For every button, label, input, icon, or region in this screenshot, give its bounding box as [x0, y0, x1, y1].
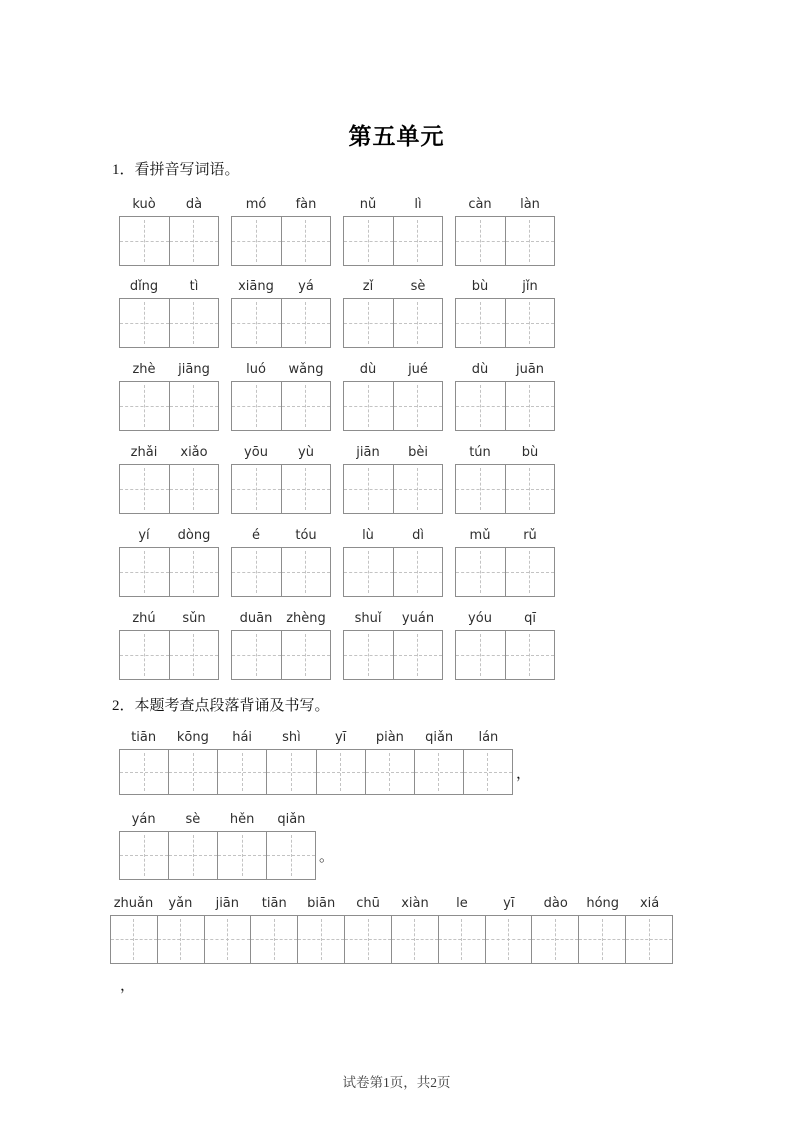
- writing-cell: [232, 548, 282, 596]
- pinyin-syllable: jiāng: [178, 362, 210, 377]
- pinyin-syllable: jué: [408, 362, 428, 377]
- writing-cell: [456, 631, 506, 679]
- pinyin-row: [455, 279, 555, 298]
- word-group: [343, 279, 443, 348]
- pinyin-syllable: dì: [412, 528, 424, 543]
- pinyin-syllable: dà: [185, 197, 203, 212]
- pinyin-row: [231, 611, 331, 630]
- writing-cell: [170, 631, 219, 679]
- writing-cell: [282, 299, 331, 347]
- writing-cell: [120, 382, 170, 430]
- writing-cell: [345, 916, 392, 963]
- pinyin-word-row: [119, 279, 555, 348]
- writing-cell: [169, 750, 218, 794]
- writing-cell: [267, 750, 316, 794]
- writing-cell: [120, 750, 169, 794]
- writing-cell: [506, 465, 555, 513]
- pinyin-syllable: dào: [543, 896, 568, 911]
- writing-cell: [120, 631, 170, 679]
- pinyin-syllable: sǔn: [182, 611, 206, 626]
- writing-cell: [506, 548, 555, 596]
- pinyin-syllable: xiàn: [401, 896, 429, 911]
- writing-cell: [282, 631, 331, 679]
- word-group: [231, 279, 331, 348]
- writing-cell: [218, 750, 267, 794]
- sentence-grid-line: [119, 812, 334, 880]
- pinyin-syllable: qiǎn: [277, 812, 306, 827]
- pinyin-syllable: zǐ: [362, 279, 374, 294]
- pinyin-row: [119, 730, 513, 749]
- pinyin-syllable: dǐng: [129, 279, 159, 294]
- writing-grid: [455, 381, 555, 431]
- pinyin-syllable: càn: [468, 197, 492, 212]
- pinyin-syllable: bù: [471, 279, 489, 294]
- pinyin-row: [119, 362, 219, 381]
- pinyin-syllable: wǎng: [288, 362, 324, 377]
- writing-cell: [344, 465, 394, 513]
- word-group: [119, 362, 219, 431]
- trailing-punctuation: ，: [516, 765, 532, 782]
- word-group: [119, 279, 219, 348]
- writing-grid: [119, 216, 219, 266]
- writing-cell: [344, 299, 394, 347]
- word-group: [343, 528, 443, 597]
- pinyin-row: [231, 279, 331, 298]
- writing-cell: [282, 217, 331, 265]
- word-group: [455, 445, 555, 514]
- writing-grid: [455, 464, 555, 514]
- sentence-grid-line: [119, 730, 531, 795]
- grid-wrap: [110, 915, 673, 964]
- word-group: [455, 528, 555, 597]
- sentence-grid-line: [110, 896, 673, 964]
- writing-cell: [317, 750, 366, 794]
- writing-grid: [119, 630, 219, 680]
- writing-cell: [456, 382, 506, 430]
- pinyin-syllable: bèi: [408, 445, 428, 460]
- word-group: [231, 445, 331, 514]
- pinyin-syllable: làn: [520, 197, 540, 212]
- pinyin-syllable: tiān: [131, 730, 157, 745]
- writing-cell: [456, 548, 506, 596]
- writing-cell: [158, 916, 205, 963]
- pinyin-row: [119, 445, 219, 464]
- pinyin-row: [343, 279, 443, 298]
- pinyin-syllable: shuǐ: [354, 611, 382, 626]
- page-title: 第五单元: [348, 124, 445, 149]
- pinyin-syllable: yī: [334, 730, 347, 745]
- writing-grid: [343, 298, 443, 348]
- trailing-punctuation: 。: [319, 849, 335, 865]
- pinyin-syllable: yuán: [401, 611, 435, 626]
- pinyin-row: [231, 445, 331, 464]
- writing-cell: [394, 548, 443, 596]
- pinyin-row: [455, 611, 555, 630]
- writing-cell: [486, 916, 533, 963]
- pinyin-syllable: zhèng: [286, 611, 326, 626]
- writing-cell: [394, 382, 443, 430]
- pinyin-row: [231, 362, 331, 381]
- word-group: [231, 362, 331, 431]
- pinyin-syllable: juān: [515, 362, 545, 377]
- writing-cell: [232, 217, 282, 265]
- pinyin-syllable: luó: [246, 362, 266, 377]
- pinyin-word-row: [119, 445, 555, 514]
- word-group: [119, 611, 219, 680]
- writing-grid: [231, 630, 331, 680]
- pinyin-row: [119, 812, 316, 831]
- pinyin-row: [343, 445, 443, 464]
- pinyin-row: [110, 896, 673, 915]
- pinyin-syllable: yī: [503, 896, 515, 911]
- grid-wrap: [119, 749, 531, 795]
- writing-cell: [232, 465, 282, 513]
- writing-cell: [251, 916, 298, 963]
- writing-cell: [344, 382, 394, 430]
- word-group: [343, 197, 443, 266]
- word-group: [231, 197, 331, 266]
- writing-cell: [298, 916, 345, 963]
- pinyin-syllable: tún: [469, 445, 491, 460]
- pinyin-syllable: dòng: [177, 528, 211, 543]
- pinyin-syllable: hóng: [586, 896, 620, 911]
- writing-cell: [282, 382, 331, 430]
- pinyin-syllable: xiá: [639, 896, 660, 911]
- writing-grid: [343, 216, 443, 266]
- pinyin-row: [231, 197, 331, 216]
- writing-grid: [455, 216, 555, 266]
- word-group: [343, 445, 443, 514]
- writing-grid: [231, 464, 331, 514]
- pinyin-row: [343, 362, 443, 381]
- writing-cell: [394, 631, 443, 679]
- writing-grid: [343, 381, 443, 431]
- pinyin-syllable: rǔ: [523, 528, 537, 543]
- pinyin-syllable: shì: [282, 730, 301, 745]
- word-group: [231, 528, 331, 597]
- pinyin-syllable: hái: [232, 730, 253, 745]
- writing-grid: [343, 464, 443, 514]
- pinyin-syllable: qiǎn: [425, 730, 454, 745]
- writing-grid: [119, 831, 316, 880]
- pinyin-syllable: kōng: [176, 730, 209, 745]
- writing-cell: [344, 217, 394, 265]
- pinyin-syllable: dù: [471, 362, 489, 377]
- pinyin-syllable: bù: [521, 445, 539, 460]
- word-group: [119, 445, 219, 514]
- writing-cell: [282, 548, 331, 596]
- pinyin-syllable: xiǎo: [180, 445, 208, 460]
- writing-grid: [343, 547, 443, 597]
- word-group: [343, 362, 443, 431]
- word-group: [119, 197, 219, 266]
- pinyin-syllable: mǔ: [469, 528, 491, 543]
- pinyin-syllable: biān: [307, 896, 336, 911]
- pinyin-row: [455, 197, 555, 216]
- writing-cell: [205, 916, 252, 963]
- pinyin-syllable: yù: [298, 445, 314, 460]
- writing-cell: [394, 465, 443, 513]
- pinyin-syllable: sè: [410, 279, 426, 294]
- pinyin-syllable: duān: [239, 611, 273, 626]
- writing-cell: [626, 916, 672, 963]
- writing-cell: [282, 465, 331, 513]
- pinyin-row: [343, 197, 443, 216]
- writing-cell: [267, 832, 315, 879]
- writing-cell: [170, 548, 219, 596]
- writing-grid: [119, 464, 219, 514]
- writing-grid: [119, 381, 219, 431]
- pinyin-syllable: yá: [298, 279, 314, 294]
- pinyin-syllable: jiān: [215, 896, 240, 911]
- writing-cell: [456, 465, 506, 513]
- writing-cell: [120, 217, 170, 265]
- pinyin-syllable: zhè: [132, 362, 156, 377]
- writing-cell: [366, 750, 415, 794]
- pinyin-row: [119, 279, 219, 298]
- pinyin-word-row: [119, 362, 555, 431]
- writing-grid: [343, 630, 443, 680]
- writing-cell: [120, 832, 169, 879]
- pinyin-row: [119, 611, 219, 630]
- pinyin-syllable: sè: [185, 812, 201, 827]
- pinyin-syllable: kuò: [132, 197, 156, 212]
- writing-cell: [232, 299, 282, 347]
- pinyin-syllable: é: [252, 528, 260, 543]
- pinyin-syllable: tiān: [261, 896, 287, 911]
- writing-cell: [456, 217, 506, 265]
- page-footer: 试卷第1页，共2页: [342, 1075, 451, 1090]
- pinyin-syllable: nǔ: [359, 197, 377, 212]
- grid-wrap: [119, 831, 334, 880]
- writing-cell: [232, 382, 282, 430]
- writing-cell: [506, 631, 555, 679]
- writing-cell: [170, 299, 219, 347]
- pinyin-syllable: le: [456, 896, 468, 911]
- pinyin-syllable: jǐn: [522, 279, 538, 294]
- word-group: [455, 611, 555, 680]
- pinyin-row: [455, 362, 555, 381]
- pinyin-syllable: xiāng: [238, 279, 274, 294]
- pinyin-row: [119, 528, 219, 547]
- pinyin-syllable: dù: [359, 362, 377, 377]
- writing-grid: [119, 547, 219, 597]
- pinyin-syllable: lán: [478, 730, 499, 745]
- writing-grid: [231, 547, 331, 597]
- pinyin-row: [455, 445, 555, 464]
- pinyin-syllable: hěn: [229, 812, 255, 827]
- pinyin-syllable: piàn: [375, 730, 404, 745]
- writing-cell: [111, 916, 158, 963]
- writing-cell: [439, 916, 486, 963]
- pinyin-syllable: lì: [414, 197, 422, 212]
- writing-cell: [169, 832, 218, 879]
- writing-cell: [232, 631, 282, 679]
- writing-cell: [506, 217, 555, 265]
- pinyin-syllable: yí: [138, 528, 150, 543]
- pinyin-row: [343, 528, 443, 547]
- pinyin-word-row: [119, 197, 555, 266]
- writing-cell: [170, 217, 219, 265]
- writing-cell: [394, 299, 443, 347]
- pinyin-syllable: yōu: [244, 445, 268, 460]
- writing-cell: [170, 465, 219, 513]
- pinyin-syllable: tóu: [295, 528, 317, 543]
- pinyin-row: [343, 611, 443, 630]
- pinyin-syllable: jiān: [356, 445, 380, 460]
- writing-grid: [110, 915, 673, 964]
- writing-cell: [579, 916, 626, 963]
- word-group: [455, 197, 555, 266]
- pinyin-syllable: lù: [362, 528, 374, 543]
- pinyin-syllable: tì: [189, 279, 199, 294]
- writing-cell: [506, 382, 555, 430]
- writing-grid: [455, 547, 555, 597]
- writing-cell: [120, 299, 170, 347]
- word-group: [119, 528, 219, 597]
- pinyin-syllable: qī: [524, 611, 536, 626]
- pinyin-word-row: [119, 611, 555, 680]
- writing-cell: [218, 832, 267, 879]
- pinyin-row: [119, 197, 219, 216]
- word-group: [231, 611, 331, 680]
- pinyin-syllable: yóu: [468, 611, 492, 626]
- writing-grid: [231, 381, 331, 431]
- pinyin-syllable: yán: [131, 812, 156, 827]
- pinyin-syllable: zhǎi: [130, 445, 158, 460]
- writing-cell: [344, 548, 394, 596]
- pinyin-syllable: zhuǎn: [113, 896, 154, 911]
- pinyin-syllable: mó: [245, 197, 267, 212]
- writing-cell: [464, 750, 512, 794]
- writing-cell: [120, 548, 170, 596]
- writing-cell: [415, 750, 464, 794]
- writing-cell: [120, 465, 170, 513]
- writing-grid: [119, 298, 219, 348]
- pinyin-syllable: chū: [356, 896, 380, 911]
- pinyin-syllable: yǎn: [168, 896, 193, 911]
- word-group: [455, 362, 555, 431]
- pinyin-word-row: [119, 528, 555, 597]
- question-2-label: 2．本题考查点段落背诵及书写。: [112, 698, 330, 714]
- writing-cell: [394, 217, 443, 265]
- writing-grid: [231, 298, 331, 348]
- word-group: [455, 279, 555, 348]
- pinyin-syllable: zhú: [132, 611, 156, 626]
- writing-cell: [532, 916, 579, 963]
- writing-grid: [455, 298, 555, 348]
- writing-cell: [344, 631, 394, 679]
- writing-cell: [170, 382, 219, 430]
- writing-grid: [455, 630, 555, 680]
- pinyin-row: [231, 528, 331, 547]
- writing-cell: [392, 916, 439, 963]
- writing-grid: [231, 216, 331, 266]
- pinyin-syllable: fàn: [295, 197, 317, 212]
- question-1-label: 1．看拼音写词语。: [112, 162, 240, 178]
- writing-cell: [506, 299, 555, 347]
- pinyin-row: [455, 528, 555, 547]
- orphan-comma: ，: [120, 978, 136, 994]
- writing-grid: [119, 749, 513, 795]
- writing-cell: [456, 299, 506, 347]
- word-group: [343, 611, 443, 680]
